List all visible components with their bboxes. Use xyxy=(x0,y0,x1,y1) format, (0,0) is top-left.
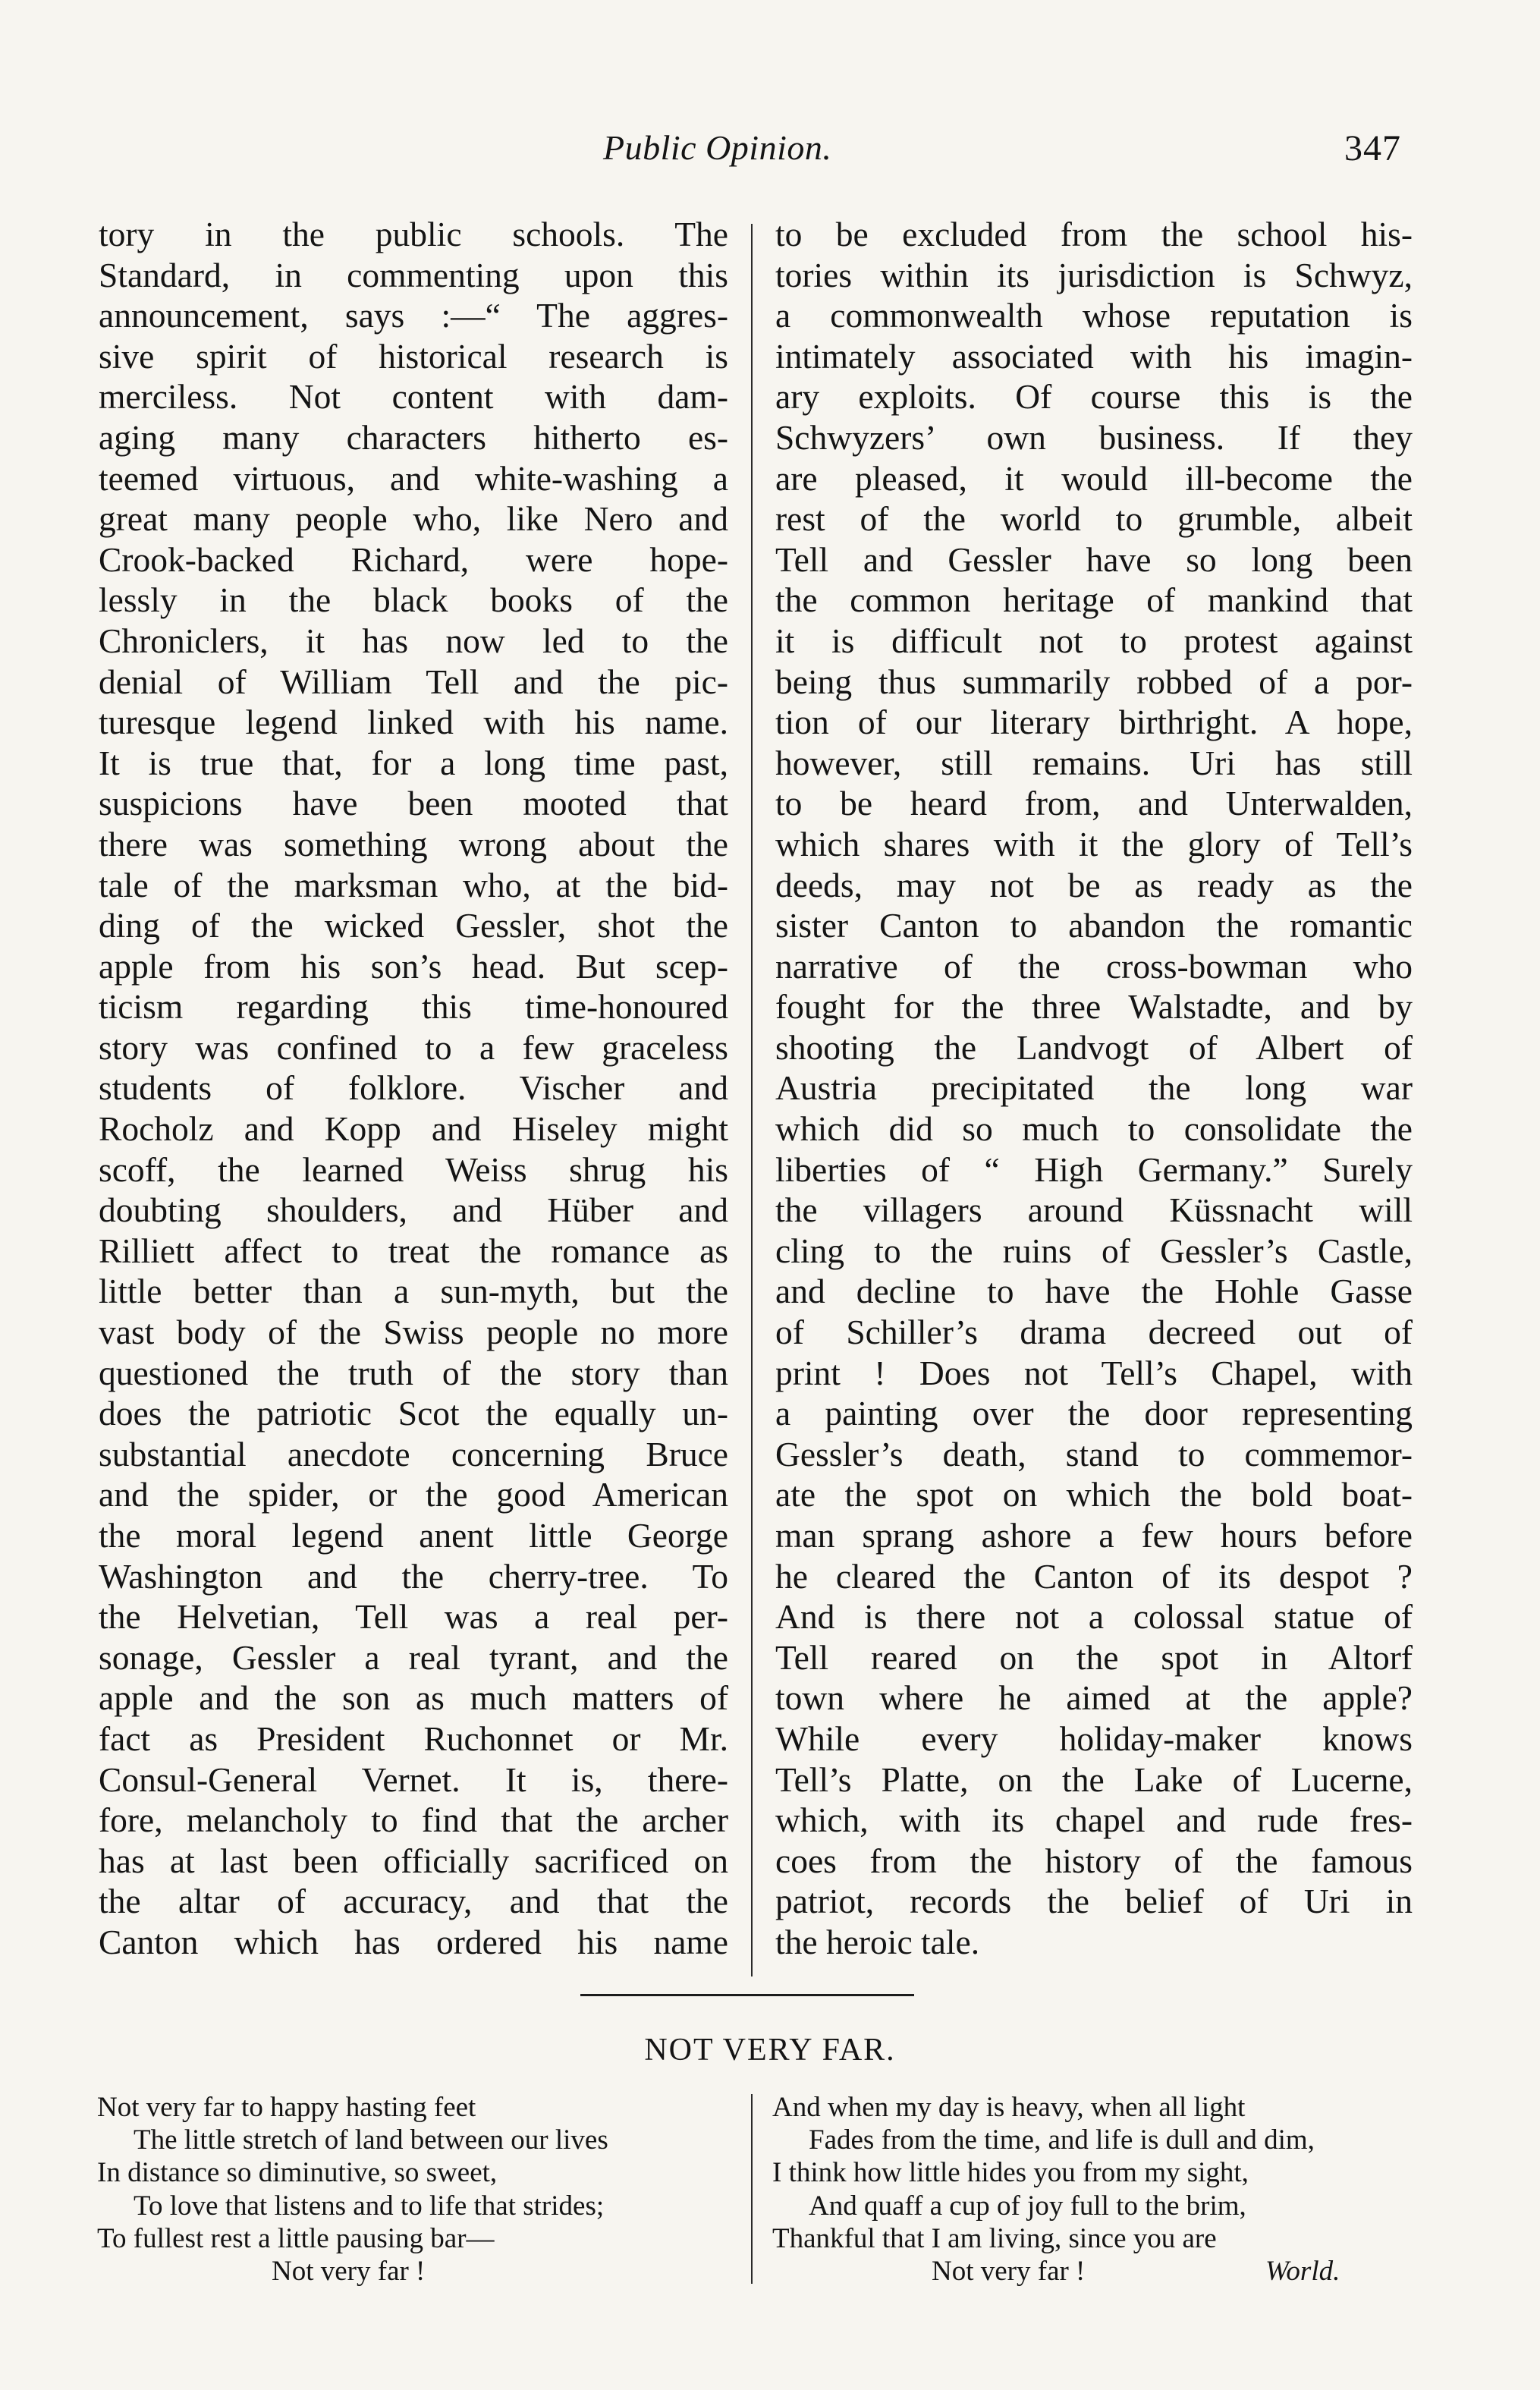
text-line: doubting shoulders, and Hüber and xyxy=(99,1190,728,1230)
text-line: aging many characters hitherto es- xyxy=(99,417,728,457)
poem-column-divider xyxy=(751,2094,753,2284)
text-line: Rilliett affect to treat the romance as xyxy=(99,1231,728,1270)
text-line: Standard, in commenting upon this xyxy=(99,255,728,294)
text-line: suspicions have been mooted that xyxy=(99,784,728,823)
text-line: lessly in the black books of the xyxy=(99,580,728,620)
text-line: Austria precipitated the long war xyxy=(775,1068,1413,1108)
text-line: merciless. Not content with dam- xyxy=(99,377,728,417)
text-line: which did so much to consolidate the xyxy=(775,1109,1413,1149)
text-line: tion of our literary birthright. A hope, xyxy=(775,703,1413,742)
text-line: he cleared the Canton of its despot ? xyxy=(775,1556,1413,1596)
text-line: there was something wrong about the xyxy=(99,824,728,863)
text-line: cling to the ruins of Gessler’s Castle, xyxy=(775,1231,1413,1270)
poem-line: To love that listens and to life that strides; xyxy=(134,2190,605,2222)
text-line: fact as President Ruchonnet or Mr. xyxy=(99,1719,728,1758)
right-column xyxy=(775,214,1413,1963)
text-line: patriot, records the belief of Uri in xyxy=(775,1882,1413,1921)
text-line: questioned the truth of the story than xyxy=(99,1353,728,1392)
text-line: Chroniclers, it has now led to the xyxy=(99,621,728,660)
poem-line: The little stretch of land between our lives xyxy=(134,2124,608,2156)
text-line: deeds, may not be as ready as the xyxy=(775,865,1413,904)
text-line: which shares with it the glory of Tell’s xyxy=(775,824,1413,863)
text-line: Schwyzers’ own business. If they xyxy=(775,417,1413,457)
text-line: It is true that, for a long time past, xyxy=(99,743,728,782)
text-line: intimately associated with his imagin- xyxy=(775,336,1413,376)
text-line: it is difficult not to protest against xyxy=(775,621,1413,660)
text-line: apple from his son’s head. But scep- xyxy=(99,946,728,986)
poem-line: And when my day is heavy, when all light xyxy=(772,2092,1246,2123)
text-line: While every holiday-maker knows xyxy=(775,1719,1413,1758)
text-line: are pleased, it would ill-become the xyxy=(775,458,1413,498)
text-line: tale of the marksman who, at the bid- xyxy=(99,865,728,904)
poem-refrain: Not very far ! xyxy=(272,2255,426,2287)
poem-stanza-1 xyxy=(97,2091,734,2288)
text-line: a commonwealth whose reputation is xyxy=(775,296,1413,335)
text-line: coes from the history of the famous xyxy=(775,1841,1413,1880)
text-line: denial of William Tell and the pic- xyxy=(99,662,728,701)
text-line: has at last been officially sacrificed on xyxy=(99,1841,728,1880)
text-line: sister Canton to abandon the romantic xyxy=(775,906,1413,945)
poem-line: I think how little hides you from my sight, xyxy=(772,2157,1249,2189)
poem-line: In distance so diminutive, so sweet, xyxy=(97,2157,498,2189)
text-line: Gessler’s death, stand to commemor- xyxy=(775,1434,1413,1473)
column-divider xyxy=(751,224,753,1976)
text-line: sonage, Gessler a real tyrant, and the xyxy=(99,1637,728,1677)
text-line: turesque legend linked with his name. xyxy=(99,703,728,742)
text-line: rest of the world to grumble, albeit xyxy=(775,499,1413,539)
text-line: tories within its jurisdiction is Schwyz, xyxy=(775,255,1413,294)
text-line: substantial anecdote concerning Bruce xyxy=(99,1434,728,1473)
text-line: the altar of accuracy, and that the xyxy=(99,1882,728,1921)
text-line: to be excluded from the school his- xyxy=(775,215,1413,253)
text-line: however, still remains. Uri has still xyxy=(775,743,1413,782)
text-line: vast body of the Swiss people no more xyxy=(99,1313,728,1352)
text-line: ticism regarding this time-honoured xyxy=(99,987,728,1027)
text-line: the heroic tale. xyxy=(775,1922,980,1961)
poem-title: NOT VERY FAR. xyxy=(644,2033,896,2068)
text-line: liberties of “ High Germany.” Surely xyxy=(775,1149,1413,1189)
text-line: to be heard from, and Unterwalden, xyxy=(775,784,1413,823)
poem-line: Thankful that I am living, since you are xyxy=(772,2222,1217,2254)
text-line: fore, melancholy to find that the archer xyxy=(99,1800,728,1840)
poem-line: And quaff a cup of joy full to the brim, xyxy=(809,2190,1246,2222)
text-line: narrative of the cross-bowman who xyxy=(775,946,1413,986)
text-line: ding of the wicked Gessler, shot the xyxy=(99,906,728,945)
text-line: which, with its chapel and rude fres- xyxy=(775,1800,1413,1840)
text-line: ary exploits. Of course this is the xyxy=(775,377,1413,417)
text-line: scoff, the learned Weiss shrug his xyxy=(99,1149,728,1189)
text-line: tory in the public schools. The xyxy=(99,215,728,253)
text-line: sive spirit of historical research is xyxy=(99,336,728,376)
text-line: ate the spot on which the bold boat- xyxy=(775,1475,1413,1514)
text-line: apple and the son as much matters of xyxy=(99,1678,728,1718)
text-line: and the spider, or the good American xyxy=(99,1475,728,1514)
text-line: Rocholz and Kopp and Hiseley might xyxy=(99,1109,728,1149)
text-line: Consul-General Vernet. It is, there- xyxy=(99,1759,728,1799)
text-line: Washington and the cherry-tree. To xyxy=(99,1556,728,1596)
text-line: Tell’s Platte, on the Lake of Lucerne, xyxy=(775,1759,1413,1799)
text-line: does the patriotic Scot the equally un- xyxy=(99,1394,728,1433)
poem-attribution: World. xyxy=(1265,2256,1340,2287)
text-line: Canton which has ordered his name xyxy=(99,1922,728,1961)
text-line: shooting the Landvogt of Albert of xyxy=(775,1027,1413,1067)
text-line: little better than a sun-myth, but the xyxy=(99,1272,728,1311)
text-line: print ! Does not Tell’s Chapel, with xyxy=(775,1353,1413,1392)
text-line: Tell reared on the spot in Altorf xyxy=(775,1637,1413,1677)
text-line: fought for the three Walstadte, and by xyxy=(775,987,1413,1027)
section-divider xyxy=(580,1994,914,1996)
text-line: town where he aimed at the apple? xyxy=(775,1678,1413,1718)
text-line: And is there not a colossal statue of xyxy=(775,1597,1413,1637)
text-line: the Helvetian, Tell was a real per- xyxy=(99,1597,728,1637)
text-line: teemed virtuous, and white-washing a xyxy=(99,458,728,498)
poem-line: To fullest rest a little pausing bar— xyxy=(97,2222,495,2254)
running-head xyxy=(0,127,1540,173)
text-line: announcement, says :—“ The aggres- xyxy=(99,296,728,335)
poem-line: Fades from the time, and life is dull and dim, xyxy=(809,2124,1315,2156)
text-line: of Schiller’s drama decreed out of xyxy=(775,1313,1413,1352)
text-line: story was confined to a few graceless xyxy=(99,1027,728,1067)
text-line: students of folklore. Vischer and xyxy=(99,1068,728,1108)
text-line: man sprang ashore a few hours before xyxy=(775,1516,1413,1555)
text-line: the moral legend anent little George xyxy=(99,1516,728,1555)
page-number: 347 xyxy=(1344,128,1401,168)
text-line: a painting over the door representing xyxy=(775,1394,1413,1433)
left-column xyxy=(99,214,728,1963)
text-line: the villagers around Küssnacht will xyxy=(775,1190,1413,1230)
poem-line: Not very far to happy hasting feet xyxy=(97,2092,476,2123)
running-title: Public Opinion. xyxy=(603,128,832,167)
text-line: being thus summarily robbed of a por- xyxy=(775,662,1413,701)
text-line: great many people who, like Nero and xyxy=(99,499,728,539)
text-line: the common heritage of mankind that xyxy=(775,580,1413,620)
text-line: Crook-backed Richard, were hope- xyxy=(99,539,728,579)
text-line: Tell and Gessler have so long been xyxy=(775,539,1413,579)
poem-refrain: Not very far ! xyxy=(932,2255,1086,2287)
text-line: and decline to have the Hohle Gasse xyxy=(775,1272,1413,1311)
